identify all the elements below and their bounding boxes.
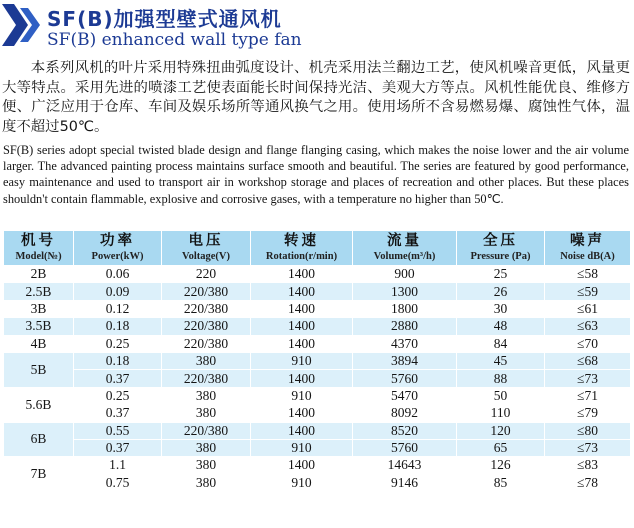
cell-volume: 1300 xyxy=(353,283,457,300)
cell-voltage: 220 xyxy=(162,266,251,283)
cell-volume: 8520 xyxy=(353,422,457,439)
cell-model: 6B xyxy=(4,422,74,457)
cell-noise: ≤83 xyxy=(545,457,631,474)
cell-voltage: 220/380 xyxy=(162,335,251,352)
cell-volume: 5470 xyxy=(353,387,457,404)
cell-pressure: 30 xyxy=(457,300,545,317)
table-row xyxy=(4,370,631,387)
spec-table xyxy=(3,230,631,492)
cell-noise: ≤71 xyxy=(545,387,631,404)
cell-voltage: 380 xyxy=(162,352,251,369)
cell-noise: ≤79 xyxy=(545,405,631,422)
table-row xyxy=(4,335,631,352)
cell-noise: ≤68 xyxy=(545,352,631,369)
cell-power: 0.25 xyxy=(74,335,162,352)
cell-volume: 3894 xyxy=(353,352,457,369)
cell-volume: 8092 xyxy=(353,405,457,422)
cell-voltage: 220/380 xyxy=(162,318,251,335)
cell-power: 0.37 xyxy=(74,370,162,387)
description-chinese: 本系列风机的叶片采用特殊扭曲弧度设计、机壳采用法兰翻边工艺，使风机噪音更低，风量更大等特点。采用先进的喷漆工艺使表面能长时间保持光洁、美观大方等点。风机性能优良、维修方便、广泛应用于仓库、车间及娱乐场所等通风换气之用。使用场所不含易燃易爆、腐蚀性气体，温度不超过50℃。 xyxy=(2,60,630,135)
cell-voltage: 220/380 xyxy=(162,370,251,387)
column-header-voltage: 电压 Voltage(V) xyxy=(162,231,251,266)
column-header-pressure: 全压 Pressure (Pa) xyxy=(457,231,545,266)
cell-power: 0.37 xyxy=(74,439,162,456)
cell-rotation: 910 xyxy=(251,474,353,491)
page-header xyxy=(0,0,634,58)
column-header-model: 机号 Model(№) xyxy=(4,231,74,266)
cell-pressure: 48 xyxy=(457,318,545,335)
cell-volume: 14643 xyxy=(353,457,457,474)
cell-rotation: 1400 xyxy=(251,283,353,300)
cell-pressure: 110 xyxy=(457,405,545,422)
cell-volume: 1800 xyxy=(353,300,457,317)
cell-model: 5B xyxy=(4,352,74,387)
cell-rotation: 1400 xyxy=(251,318,353,335)
cell-model: 3.5B xyxy=(4,318,74,335)
column-header-volume: 流量 Volume(m³/h) xyxy=(353,231,457,266)
cell-model: 2.5B xyxy=(4,283,74,300)
column-header-noise: 噪声 Noise dB(A) xyxy=(545,231,631,266)
cell-noise: ≤73 xyxy=(545,439,631,456)
cell-voltage: 220/380 xyxy=(162,422,251,439)
cell-noise: ≤61 xyxy=(545,300,631,317)
cell-pressure: 88 xyxy=(457,370,545,387)
cell-pressure: 50 xyxy=(457,387,545,404)
cell-voltage: 380 xyxy=(162,474,251,491)
cell-power: 0.18 xyxy=(74,318,162,335)
cell-volume: 2880 xyxy=(353,318,457,335)
cell-volume: 5760 xyxy=(353,439,457,456)
table-row xyxy=(4,422,631,439)
cell-voltage: 220/380 xyxy=(162,283,251,300)
cell-model: 3B xyxy=(4,300,74,317)
cell-rotation: 1400 xyxy=(251,300,353,317)
table-row xyxy=(4,387,631,404)
table-row xyxy=(4,283,631,300)
cell-pressure: 26 xyxy=(457,283,545,300)
cell-rotation: 1400 xyxy=(251,370,353,387)
title-english: SF(B) enhanced wall type fan xyxy=(47,30,302,50)
cell-power: 0.75 xyxy=(74,474,162,491)
cell-volume: 9146 xyxy=(353,474,457,491)
chevron-logo-icon xyxy=(0,0,44,50)
cell-power: 0.06 xyxy=(74,266,162,283)
table-header-row xyxy=(4,231,631,266)
cell-power: 0.09 xyxy=(74,283,162,300)
cell-pressure: 84 xyxy=(457,335,545,352)
cell-rotation: 910 xyxy=(251,352,353,369)
cell-rotation: 910 xyxy=(251,439,353,456)
cell-pressure: 25 xyxy=(457,266,545,283)
cell-rotation: 1400 xyxy=(251,405,353,422)
cell-power: 0.37 xyxy=(74,405,162,422)
cell-volume: 4370 xyxy=(353,335,457,352)
cell-model: 4B xyxy=(4,335,74,352)
title-chinese: SF(B)加强型壁式通风机 xyxy=(47,7,282,31)
cell-model: 2B xyxy=(4,266,74,283)
cell-voltage: 380 xyxy=(162,439,251,456)
cell-rotation: 910 xyxy=(251,387,353,404)
table-row xyxy=(4,266,631,283)
cell-volume: 5760 xyxy=(353,370,457,387)
cell-voltage: 380 xyxy=(162,457,251,474)
cell-noise: ≤73 xyxy=(545,370,631,387)
column-header-power: 功率 Power(kW) xyxy=(74,231,162,266)
table-row xyxy=(4,352,631,369)
cell-rotation: 1400 xyxy=(251,335,353,352)
cell-noise: ≤59 xyxy=(545,283,631,300)
table-row xyxy=(4,318,631,335)
table-row xyxy=(4,457,631,474)
description-english: SF(B) series adopt special twisted blade design and flange flanging casing, which makes the noise lower and the air volume larger. The advanced painting process maintains surface smooth and beautiful. The series are featured by good performance, easy maintenance and used to transport air in workshop storage and places of recreation and other places. But these places shouldn't contain flammable, explosive and corrosive gases, with a temperature no higher than 50℃. xyxy=(3,143,629,206)
cell-pressure: 65 xyxy=(457,439,545,456)
cell-pressure: 45 xyxy=(457,352,545,369)
cell-power: 0.18 xyxy=(74,352,162,369)
cell-power: 0.12 xyxy=(74,300,162,317)
cell-noise: ≤80 xyxy=(545,422,631,439)
cell-power: 0.55 xyxy=(74,422,162,439)
cell-pressure: 126 xyxy=(457,457,545,474)
table-row xyxy=(4,300,631,317)
cell-voltage: 380 xyxy=(162,387,251,404)
table-row xyxy=(4,439,631,456)
cell-rotation: 1400 xyxy=(251,422,353,439)
cell-power: 0.25 xyxy=(74,387,162,404)
cell-rotation: 1400 xyxy=(251,266,353,283)
cell-model: 5.6B xyxy=(4,387,74,422)
cell-rotation: 1400 xyxy=(251,457,353,474)
cell-pressure: 85 xyxy=(457,474,545,491)
cell-noise: ≤78 xyxy=(545,474,631,491)
cell-noise: ≤63 xyxy=(545,318,631,335)
column-header-rotation: 转速 Rotation(r/min) xyxy=(251,231,353,266)
cell-noise: ≤58 xyxy=(545,266,631,283)
cell-noise: ≤70 xyxy=(545,335,631,352)
cell-pressure: 120 xyxy=(457,422,545,439)
cell-volume: 900 xyxy=(353,266,457,283)
table-row xyxy=(4,474,631,491)
cell-model: 7B xyxy=(4,457,74,492)
cell-voltage: 220/380 xyxy=(162,300,251,317)
table-row xyxy=(4,405,631,422)
cell-voltage: 380 xyxy=(162,405,251,422)
cell-power: 1.1 xyxy=(74,457,162,474)
